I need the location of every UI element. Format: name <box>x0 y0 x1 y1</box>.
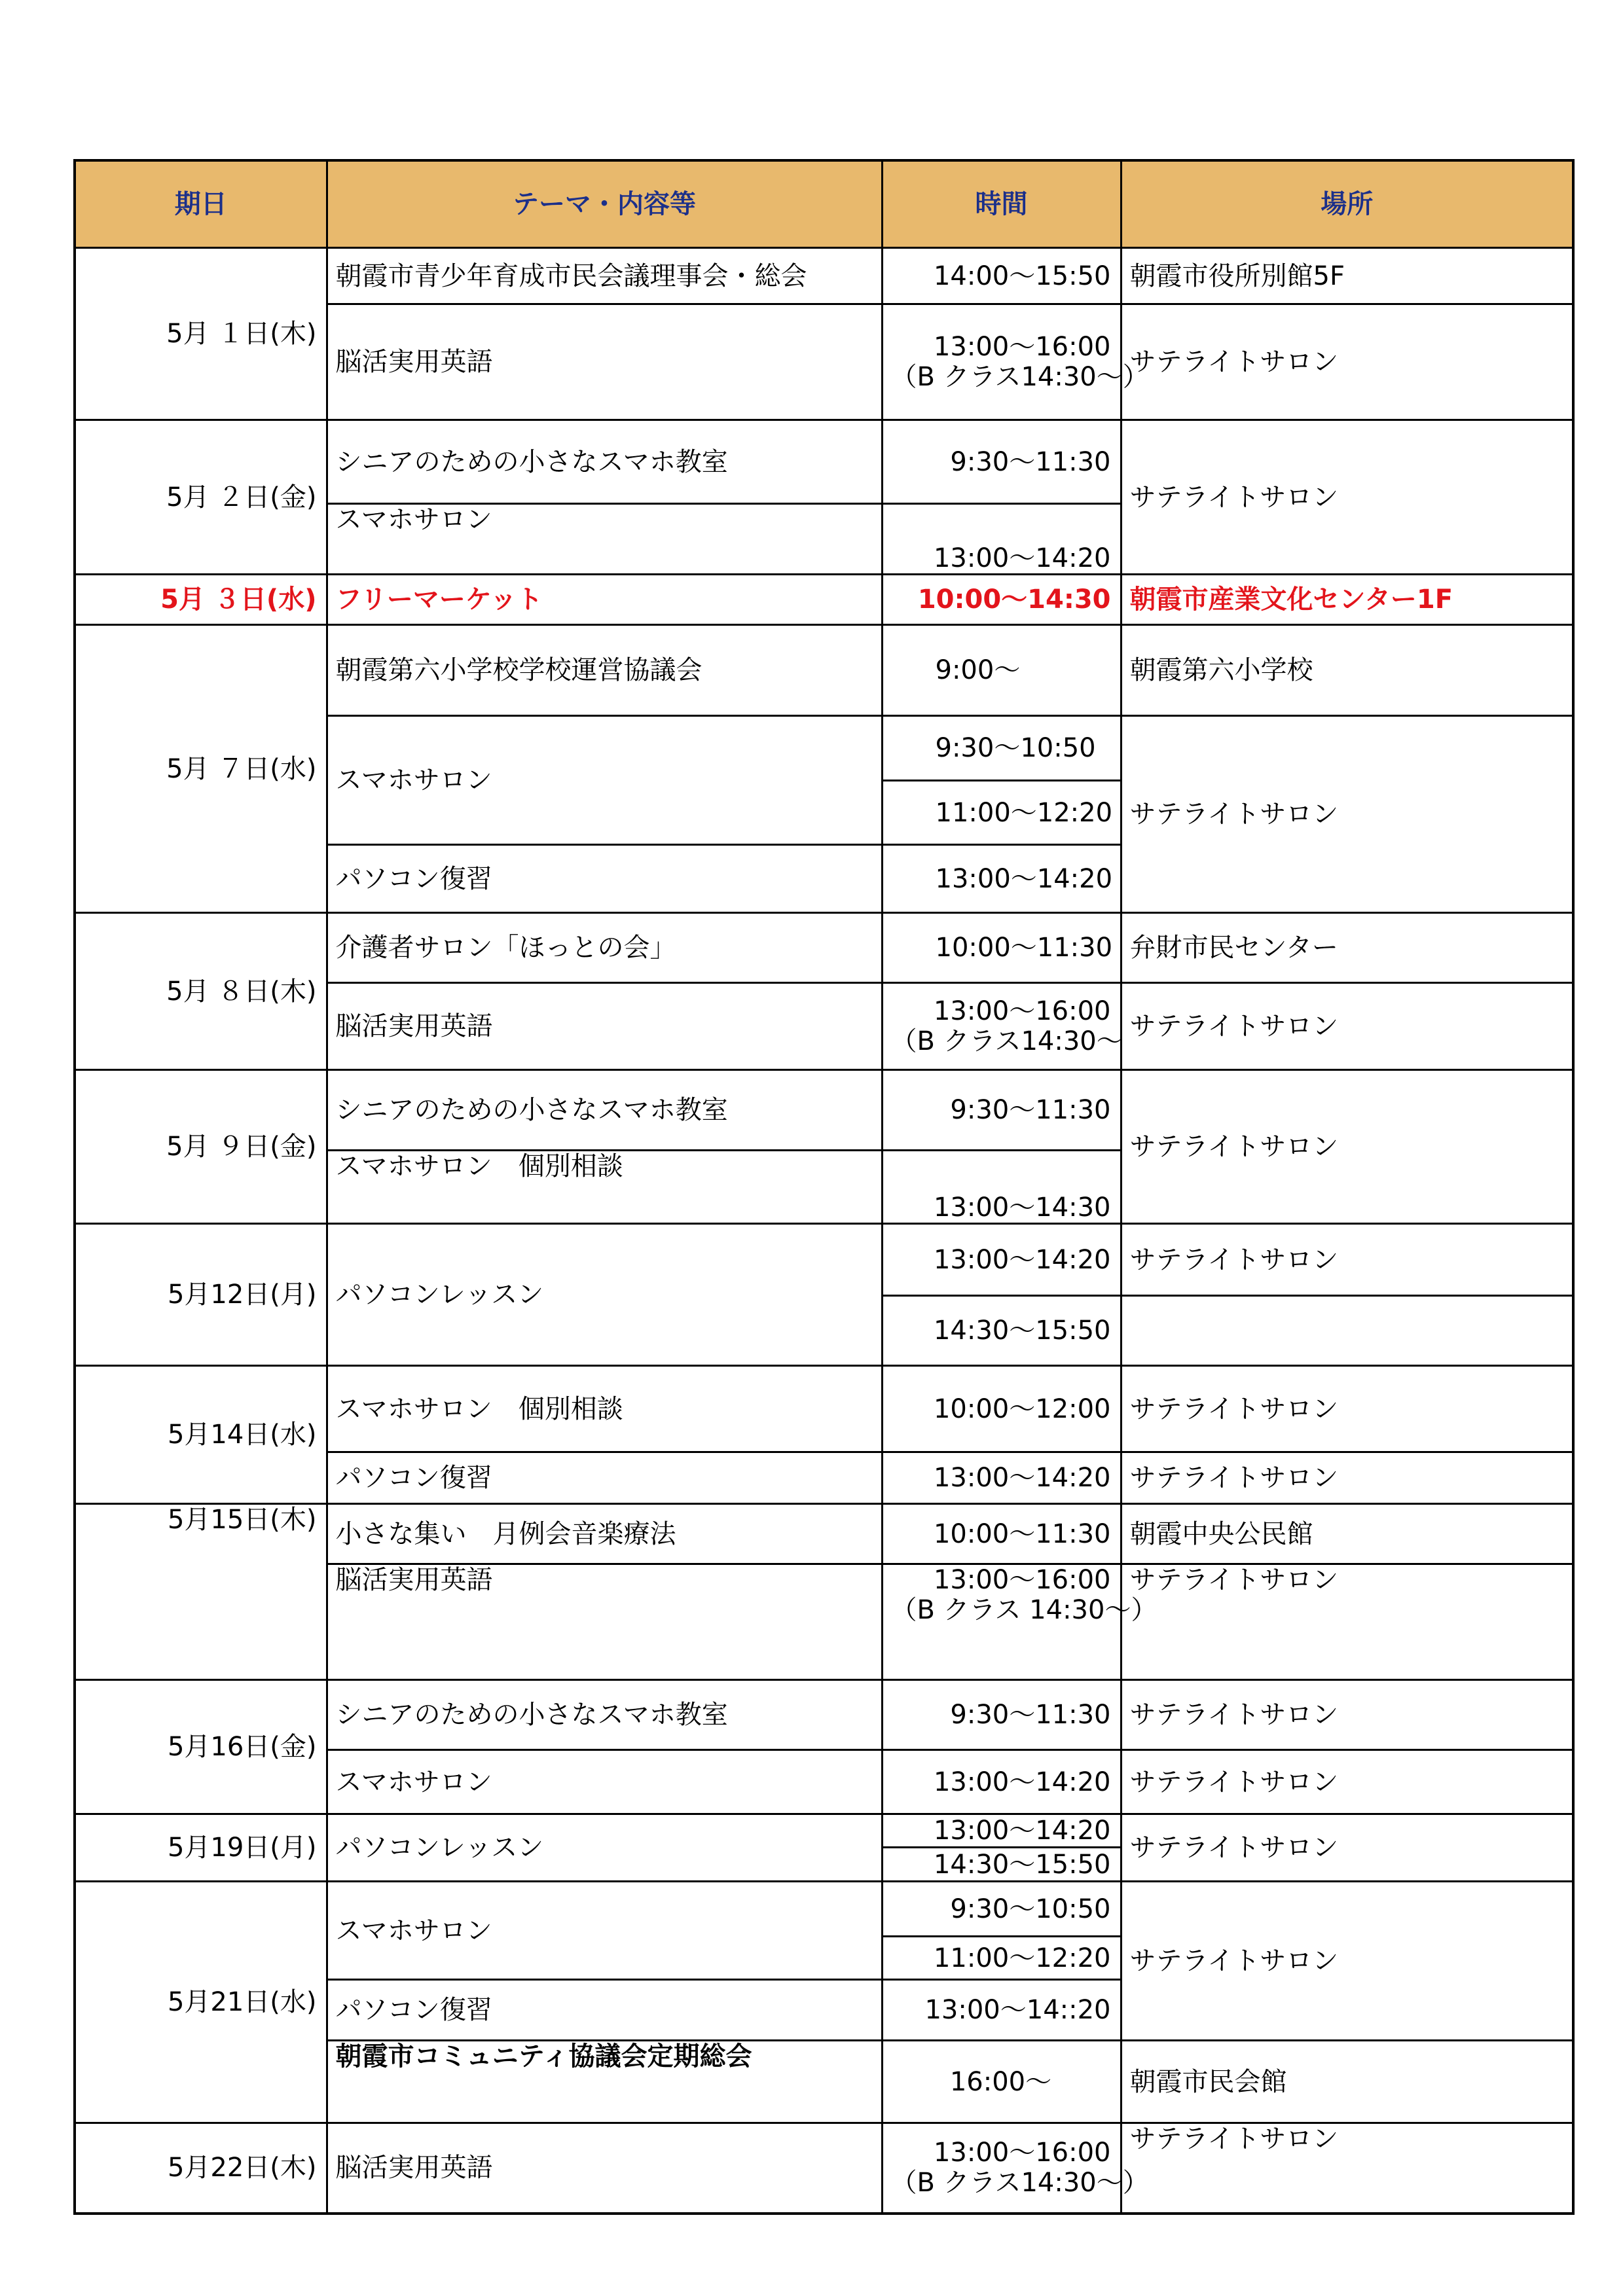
theme-cell: 脳活実用英語 <box>327 304 882 420</box>
date-cell: 5月 ８日(木) <box>75 913 327 1070</box>
date-cell: 5月 ７日(水) <box>75 625 327 913</box>
theme-cell: 介護者サロン「ほっとの会」 <box>327 913 882 983</box>
table-row <box>75 625 1573 716</box>
time-cell: 14:30～15:50 <box>882 1296 1121 1366</box>
time-cell: 10:00～11:30 <box>882 1504 1121 1564</box>
table-row <box>75 1814 1573 1848</box>
table-row <box>75 1680 1573 1750</box>
time-note: （B クラス14:30～ <box>890 1026 1123 1056</box>
table-row <box>75 1070 1573 1151</box>
time-cell: 13:00～14:20 <box>882 1224 1121 1296</box>
place-cell: 朝霞市産業文化センター1F <box>1121 575 1573 625</box>
date-cell: 5月 ３日(水) <box>75 575 327 625</box>
table-row <box>75 420 1573 504</box>
time-text: 13:00～16:00 <box>933 996 1111 1026</box>
date-cell: 5月14日(水) <box>75 1366 327 1504</box>
table-row <box>75 1224 1573 1296</box>
theme-cell: 朝霞市コミュニティ協議会定期総会 <box>327 2041 882 2123</box>
table-row <box>75 575 1573 625</box>
time-cell: 9:30～10:50 <box>882 1882 1121 1937</box>
place-cell: サテライトサロン <box>1121 1680 1573 1750</box>
place-cell: 朝霞第六小学校 <box>1121 625 1573 716</box>
theme-cell: シニアのための小さなスマホ教室 <box>327 1680 882 1750</box>
time-cell: 14:00～15:50 <box>882 248 1121 304</box>
date-cell: 5月 １日(木) <box>75 248 327 420</box>
time-note: （B クラス 14:30～） <box>890 1595 1158 1625</box>
theme-cell: スマホサロン <box>327 1882 882 1980</box>
theme-cell: 小さな集い 月例会音楽療法 <box>327 1504 882 1564</box>
time-note: （B クラス14:30～） <box>890 362 1149 392</box>
time-cell: 13:00～14:20 <box>882 845 1121 913</box>
place-cell <box>1121 1296 1573 1366</box>
place-cell: サテライトサロン <box>1121 1224 1573 1296</box>
time-cell: 11:00～12:20 <box>882 1937 1121 1980</box>
place-cell: サテライトサロン <box>1121 716 1573 913</box>
place-cell: 朝霞中央公民館 <box>1121 1504 1573 1564</box>
theme-cell: 朝霞第六小学校学校運営協議会 <box>327 625 882 716</box>
time-cell: 9:30～11:30 <box>882 420 1121 504</box>
theme-cell: 脳活実用英語 <box>327 1564 882 1680</box>
header-time: 時間 <box>882 160 1121 248</box>
table-row <box>75 1504 1573 1564</box>
theme-cell: スマホサロン <box>327 716 882 845</box>
theme-cell: 朝霞市青少年育成市民会議理事会・総会 <box>327 248 882 304</box>
date-cell: 5月16日(金) <box>75 1680 327 1814</box>
time-cell: 10:00～12:00 <box>882 1366 1121 1452</box>
place-cell: 弁財市民センター <box>1121 913 1573 983</box>
place-cell: 朝霞市役所別館5F <box>1121 248 1573 304</box>
theme-cell: パソコンレッスン <box>327 1224 882 1366</box>
place-cell: サテライトサロン <box>1121 1882 1573 2041</box>
time-cell <box>882 2123 1149 2214</box>
date-cell: 5月21日(水) <box>75 1882 327 2123</box>
place-cell: サテライトサロン <box>1121 1366 1573 1452</box>
theme-cell: フリーマーケット <box>327 575 882 625</box>
theme-cell: スマホサロン <box>327 1750 882 1814</box>
time-cell: 10:00～11:30 <box>882 913 1121 983</box>
time-cell: 11:00～12:20 <box>882 781 1121 845</box>
theme-cell: 脳活実用英語 <box>327 2123 882 2214</box>
table-row <box>75 913 1573 983</box>
time-cell: 10:00～14:30 <box>882 575 1121 625</box>
place-cell: サテライトサロン <box>1121 2123 1573 2214</box>
date-cell: 5月 ２日(金) <box>75 420 327 575</box>
date-cell: 5月12日(月) <box>75 1224 327 1366</box>
place-cell: サテライトサロン <box>1121 1564 1573 1680</box>
time-note: （B クラス14:30～） <box>890 2168 1149 2198</box>
time-cell: 9:30～10:50 <box>882 716 1121 781</box>
time-cell: 13:00～14::20 <box>882 1980 1121 2041</box>
time-cell <box>882 304 1149 420</box>
place-cell: サテライトサロン <box>1121 1452 1573 1504</box>
place-cell: サテライトサロン <box>1121 304 1573 420</box>
header-place: 場所 <box>1121 160 1573 248</box>
time-cell: 13:00～14:20 <box>882 1814 1121 1848</box>
time-cell: 13:00～14:20 <box>882 1750 1121 1814</box>
table-row <box>75 2123 1573 2214</box>
time-cell: 9:00～ <box>882 625 1121 716</box>
time-text: 13:00～16:00 <box>933 332 1111 362</box>
theme-cell: シニアのための小さなスマホ教室 <box>327 420 882 504</box>
theme-cell: スマホサロン 個別相談 <box>327 1151 882 1224</box>
place-cell: 朝霞市民会館 <box>1121 2041 1573 2123</box>
theme-cell: パソコンレッスン <box>327 1814 882 1882</box>
theme-cell: パソコン復習 <box>327 1980 882 2041</box>
place-cell: サテライトサロン <box>1121 1750 1573 1814</box>
theme-cell: シニアのための小さなスマホ教室 <box>327 1070 882 1151</box>
time-cell: 13:00～14:20 <box>882 504 1121 575</box>
theme-cell: パソコン復習 <box>327 845 882 913</box>
theme-cell: スマホサロン <box>327 504 882 575</box>
theme-cell: スマホサロン 個別相談 <box>327 1366 882 1452</box>
header-row <box>75 160 1573 248</box>
date-cell: 5月 ９日(金) <box>75 1070 327 1224</box>
table-row <box>75 1366 1573 1452</box>
time-cell: 9:30～11:30 <box>882 1070 1121 1151</box>
header-date: 期日 <box>75 160 327 248</box>
theme-cell: パソコン復習 <box>327 1452 882 1504</box>
schedule-table <box>73 159 1575 2215</box>
date-cell: 5月22日(木) <box>75 2123 327 2214</box>
date-cell: 5月19日(月) <box>75 1814 327 1882</box>
time-cell: 14:30～15:50 <box>882 1848 1121 1882</box>
time-text: 13:00～16:00 <box>933 1565 1111 1595</box>
time-cell: 13:00～14:20 <box>882 1452 1121 1504</box>
place-cell: サテライトサロン <box>1121 983 1573 1070</box>
header-theme: テーマ・内容等 <box>327 160 882 248</box>
table-row <box>75 1882 1573 1937</box>
place-cell: サテライトサロン <box>1121 1070 1573 1224</box>
time-text: 13:00～16:00 <box>933 2138 1111 2168</box>
time-cell: 9:30～11:30 <box>882 1680 1121 1750</box>
time-cell <box>882 983 1121 1070</box>
date-cell: 5月15日(木) <box>75 1504 327 1680</box>
time-cell: 16:00～ <box>882 2041 1121 2123</box>
place-cell: サテライトサロン <box>1121 420 1573 575</box>
theme-cell: 脳活実用英語 <box>327 983 882 1070</box>
time-cell <box>882 1564 1158 1680</box>
place-cell: サテライトサロン <box>1121 1814 1573 1882</box>
table-row <box>75 248 1573 304</box>
time-cell: 13:00～14:30 <box>882 1151 1121 1224</box>
